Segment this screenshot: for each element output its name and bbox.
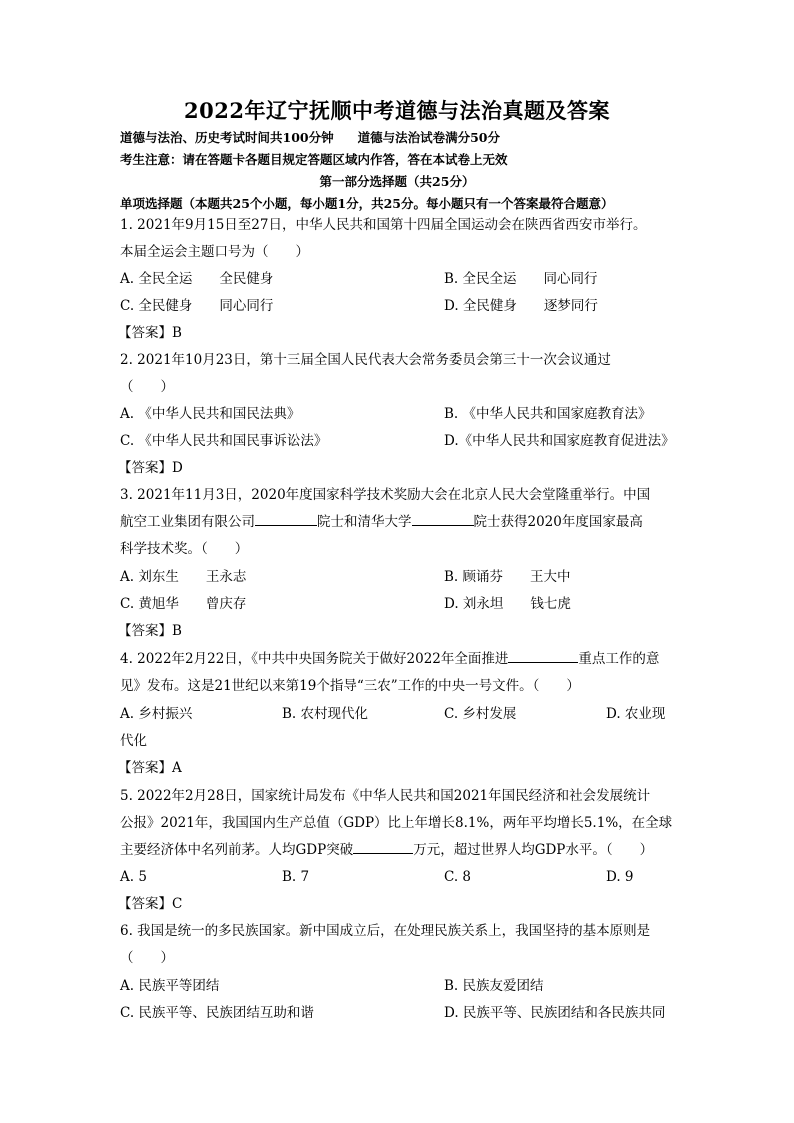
answer-blank <box>353 839 413 854</box>
q3-text-2a: 航空工业集团有限公司 <box>120 514 255 530</box>
q5-text-3b: 万元，超过世界人均GDP水平。（ ） <box>413 842 654 858</box>
q4-text-1a: 4. 2022年2月22日，《中共中央国务院关于做好2022年全面推进 <box>120 651 509 667</box>
q4-option-b: B. 农村现代化 <box>282 706 369 722</box>
q6-option-a: A. 民族平等团结 <box>120 978 220 994</box>
answer-blank <box>412 511 474 526</box>
q1-option-d: D. 全民健身 逐梦同行 <box>444 298 598 314</box>
q4-option-d: D. 农业现 <box>606 706 666 722</box>
q5-option-d: D. 9 <box>606 869 634 885</box>
q3-text-2b: 院士和清华大学 <box>317 514 412 530</box>
q4-text-1b: 重点工作的意 <box>578 651 660 667</box>
q5-option-a: A. 5 <box>120 869 147 885</box>
exam-info <box>120 128 500 148</box>
q4-answer: 【答案】A <box>118 760 182 776</box>
q4-text-2: 见》发布。这是21世纪以来第19个指导“三农”工作的中央一号文件。（ ） <box>120 678 580 694</box>
q6-option-b: B. 民族友爱团结 <box>444 978 544 994</box>
q3-option-d: D. 刘永坦 钱七虎 <box>444 596 571 612</box>
q6-option-c: C. 民族平等、民族团结互助和谐 <box>120 1005 314 1021</box>
answer-blank <box>508 648 578 663</box>
q3-answer: 【答案】B <box>118 623 182 639</box>
q4-option-d-cont: 代化 <box>120 733 147 749</box>
q1-option-b: B. 全民全运 同心同行 <box>444 271 598 287</box>
q2-answer: 【答案】D <box>118 460 183 476</box>
q1-text-1: 1. 2021年9月15日至27日，中华人民共和国第十四届全国运动会在陕西省西安市举行。 <box>120 217 647 233</box>
q3-text-3: 科学技术奖。（ ） <box>120 541 249 557</box>
q5-text-3a: 主要经济体中名列前茅。人均GDP突破 <box>120 842 354 858</box>
q5-text-2: 公报》2021年，我国国内生产总值（GDP）比上年增长8.1%，两年平均增长5.1%，在全球 <box>120 815 673 831</box>
answer-blank <box>255 511 317 526</box>
q1-answer: 【答案】B <box>118 325 182 341</box>
q3-option-b: B. 顾诵芬 王大中 <box>444 569 571 585</box>
q6-text-2: （ ） <box>120 950 174 966</box>
q6-text-1: 6. 我国是统一的多民族国家。新中国成立后，在处理民族关系上，我国坚持的基本原则是 <box>120 923 651 939</box>
q2-text-2: （ ） <box>120 379 174 395</box>
q2-text-1: 2. 2021年10月23日，第十三届全国人民代表大会常务委员会第三十一次会议通过 <box>120 352 611 368</box>
q3-text-2c: 院士获得2020年度国家最高 <box>473 514 643 530</box>
q5-option-b: B. 7 <box>282 869 310 885</box>
q4-option-c: C. 乡村发展 <box>444 706 517 722</box>
q6-option-d: D. 民族平等、民族团结和各民族共同 <box>444 1005 666 1021</box>
q5-text-3 <box>120 837 653 863</box>
q3-option-a: A. 刘东生 王永志 <box>120 569 247 585</box>
q1-option-c: C. 全民健身 同心同行 <box>120 298 274 314</box>
q4-text-1 <box>120 646 659 672</box>
page-title: 2022年辽宁抚顺中考道德与法治真题及答案 <box>184 98 610 123</box>
q5-answer: 【答案】C <box>118 896 183 912</box>
q2-option-d: D.《中华人民共和国家庭教育促进法》 <box>444 433 675 449</box>
q4-option-a: A. 乡村振兴 <box>120 706 193 722</box>
exam-score: 道德与法治试卷满分50分 <box>357 130 500 145</box>
q5-option-c: C. 8 <box>444 869 472 885</box>
instructions: 单项选择题（本题共25个小题，每小题1分，共25分。每小题只有一个答案最符合题意） <box>120 196 614 211</box>
q2-option-a: A. 《中华人民共和国民法典》 <box>120 406 301 422</box>
q3-option-c: C. 黄旭华 曾庆存 <box>120 596 247 612</box>
q3-text-1: 3. 2021年11月3日，2020年度国家科学技术奖励大会在北京人民大会堂隆重举行。中国 <box>120 487 651 503</box>
q3-text-2 <box>120 509 643 535</box>
q5-text-1: 5. 2022年2月28日，国家统计局发布《中华人民共和国2021年国民经济和社会发展统计 <box>120 788 651 804</box>
q1-option-a: A. 全民全运 全民健身 <box>120 271 274 287</box>
exam-time: 道德与法治、历史考试时间共100分钟 <box>120 130 334 145</box>
q2-option-c: C. 《中华人民共和国民事诉讼法》 <box>120 433 328 449</box>
q2-option-b: B. 《中华人民共和国家庭教育法》 <box>444 406 652 422</box>
section-heading: 第一部分选择题（共25分） <box>319 174 475 189</box>
q1-text-2: 本届全运会主题口号为（ ） <box>120 244 309 260</box>
candidate-notice: 考生注意：请在答题卡各题目规定答题区域内作答，答在本试卷上无效 <box>120 152 508 167</box>
